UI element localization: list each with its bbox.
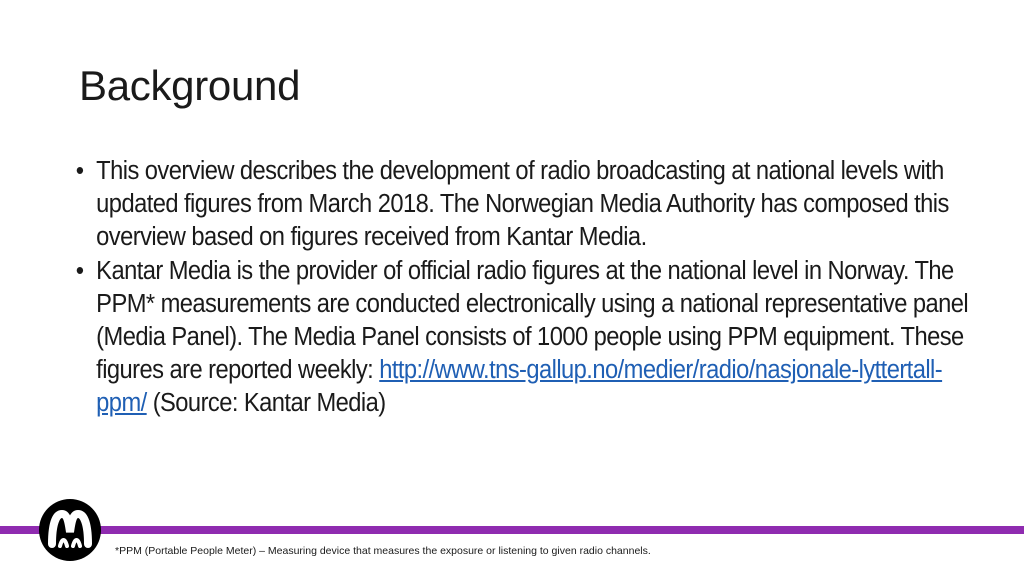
logo-graphic	[38, 498, 102, 562]
tns-gallup-link[interactable]: http://www.tns-gallup.no/medier/radio/nasjonale-lyttertall-ppm/	[96, 356, 943, 417]
slide-title: Background	[79, 62, 301, 109]
footnote: *PPM (Portable People Meter) – Measuring device that measures the exposure or listening to given radio channels.	[115, 545, 651, 557]
bullet-item-overview	[72, 155, 970, 254]
bullet-text-after-link: (Source: Kantar Media)	[146, 389, 386, 417]
accent-bar	[0, 526, 1024, 534]
bullet-marker: •	[75, 257, 84, 285]
bullet-text-before-link: Kantar Media is the provider of official radio figures at the national level in Norway. The PPM* measurements are conducted electronically using a national representative panel (Media Panel). The Media Panel consists of 1000 people using PPM equipment. These figures are reported weekly:	[96, 257, 969, 384]
bullet-marker: •	[75, 157, 84, 185]
bullet-text: This overview describes the development of radio broadcasting at national levels with updated figures from March 2018. The Norwegian Media Authority has composed this overview based on figures received from Kantar Media.	[96, 157, 949, 251]
bullet-list	[72, 155, 969, 421]
bullet-item-kantar	[72, 255, 970, 420]
medietilsynet-logo-icon	[38, 498, 102, 562]
